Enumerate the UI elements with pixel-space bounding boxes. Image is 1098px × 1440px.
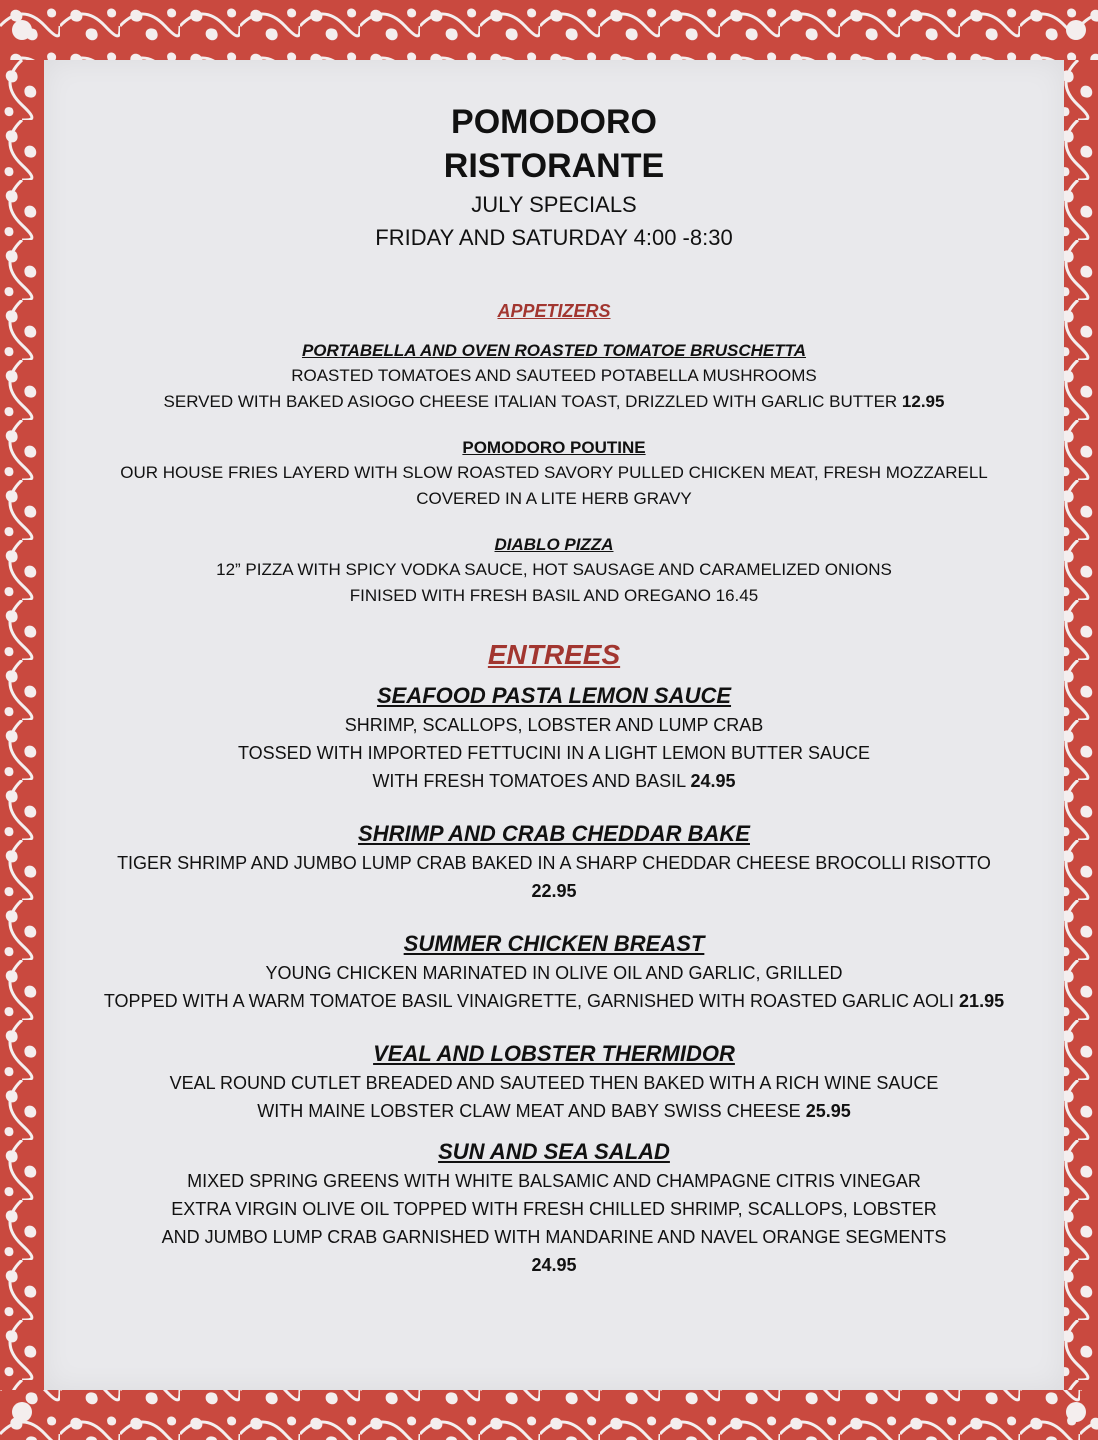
entree-desc-text: WITH FRESH TOMATOES AND BASIL <box>372 771 686 791</box>
entree-name: SEAFOOD PASTA LEMON SAUCE <box>376 683 732 708</box>
entree-desc: MIXED SPRING GREENS WITH WHITE BALSAMIC AND CHAMPAGNE CITRIS VINEGAR <box>187 1171 921 1191</box>
appetizer-desc: OUR HOUSE FRIES LAYERD WITH SLOW ROASTED SAVORY PULLED CHICKEN MEAT, FRESH MOZZARELL <box>120 463 988 482</box>
entree-desc: EXTRA VIRGIN OLIVE OIL TOPPED WITH FRESH CHILLED SHRIMP, SCALLOPS, LOBSTER <box>171 1199 937 1219</box>
appetizer-name: DIABLO PIZZA <box>494 535 614 554</box>
entree-price: 22.95 <box>531 881 577 901</box>
appetizer-item <box>44 338 1064 415</box>
entree-name: SUMMER CHICKEN BREAST <box>403 931 705 956</box>
entree-item <box>44 1137 1064 1279</box>
entree-price: 24.95 <box>690 771 736 791</box>
entree-desc <box>44 987 1064 1015</box>
specials-hours: FRIDAY AND SATURDAY 4:00 -8:30 <box>375 225 733 250</box>
entree-desc: YOUNG CHICKEN MARINATED IN OLIVE OIL AND GARLIC, GRILLED <box>265 963 843 983</box>
restaurant-name-line1: POMODORO <box>451 103 657 141</box>
appetizer-price: 12.95 <box>901 392 945 411</box>
entree-desc: SHRIMP, SCALLOPS, LOBSTER AND LUMP CRAB <box>344 715 764 735</box>
entree-desc-text: TOPPED WITH A WARM TOMATOE BASIL VINAIGRETTE, GARNISHED WITH ROASTED GARLIC AOLI <box>103 991 955 1011</box>
entree-desc-text: WITH MAINE LOBSTER CLAW MEAT AND BABY SWISS CHEESE <box>257 1101 801 1121</box>
appetizer-desc: FINISED WITH FRESH BASIL AND OREGANO 16.45 <box>349 586 759 605</box>
restaurant-name-line2: RISTORANTE <box>443 147 665 185</box>
entree-name: SHRIMP AND CRAB CHEDDAR BAKE <box>358 821 750 846</box>
entree-desc: VEAL ROUND CUTLET BREADED AND SAUTEED THEN BAKED WITH A RICH WINE SAUCE <box>169 1073 939 1093</box>
entree-price: 24.95 <box>531 1255 577 1275</box>
entrees-heading: ENTREES <box>487 639 621 670</box>
entree-desc: AND JUMBO LUMP CRAB GARNISHED WITH MANDARINE AND NAVEL ORANGE SEGMENTS <box>161 1227 947 1247</box>
entree-desc: TOSSED WITH IMPORTED FETTUCINI IN A LIGHT LEMON BUTTER SAUCE <box>237 743 871 763</box>
appetizer-desc: ROASTED TOMATOES AND SAUTEED POTABELLA MUSHROOMS <box>291 366 817 385</box>
appetizer-desc <box>44 389 1064 415</box>
entree-name: VEAL AND LOBSTER THERMIDOR <box>373 1041 735 1066</box>
appetizer-desc: 12” PIZZA WITH SPICY VODKA SAUCE, HOT SAUSAGE AND CARAMELIZED ONIONS <box>216 560 892 579</box>
appetizer-item <box>44 435 1064 512</box>
appetizer-name: PORTABELLA AND OVEN ROASTED TOMATOE BRUSCHETTA <box>301 341 807 360</box>
entree-desc: TIGER SHRIMP AND JUMBO LUMP CRAB BAKED IN A SHARP CHEDDAR CHEESE BROCOLLI RISOTTO <box>117 853 991 873</box>
entree-item <box>44 929 1064 1015</box>
appetizer-name: POMODORO POUTINE <box>462 438 646 457</box>
entree-item <box>44 1039 1064 1125</box>
appetizer-desc-text: SERVED WITH BAKED ASIOGO CHEESE ITALIAN TOAST, DRIZZLED WITH GARLIC BUTTER <box>163 392 898 411</box>
entree-desc <box>44 767 1064 795</box>
entree-price: 21.95 <box>959 991 1005 1011</box>
entree-item <box>44 681 1064 795</box>
entree-desc <box>44 1097 1064 1125</box>
appetizers-heading: APPETIZERS <box>497 301 611 321</box>
appetizer-desc: COVERED IN A LITE HERB GRAVY <box>416 489 692 508</box>
entree-price: 25.95 <box>805 1101 851 1121</box>
specials-subtitle: JULY SPECIALS <box>471 192 637 217</box>
entree-item <box>44 819 1064 905</box>
menu-content <box>44 60 1064 1279</box>
entree-name: SUN AND SEA SALAD <box>438 1139 670 1164</box>
appetizer-item <box>44 532 1064 609</box>
